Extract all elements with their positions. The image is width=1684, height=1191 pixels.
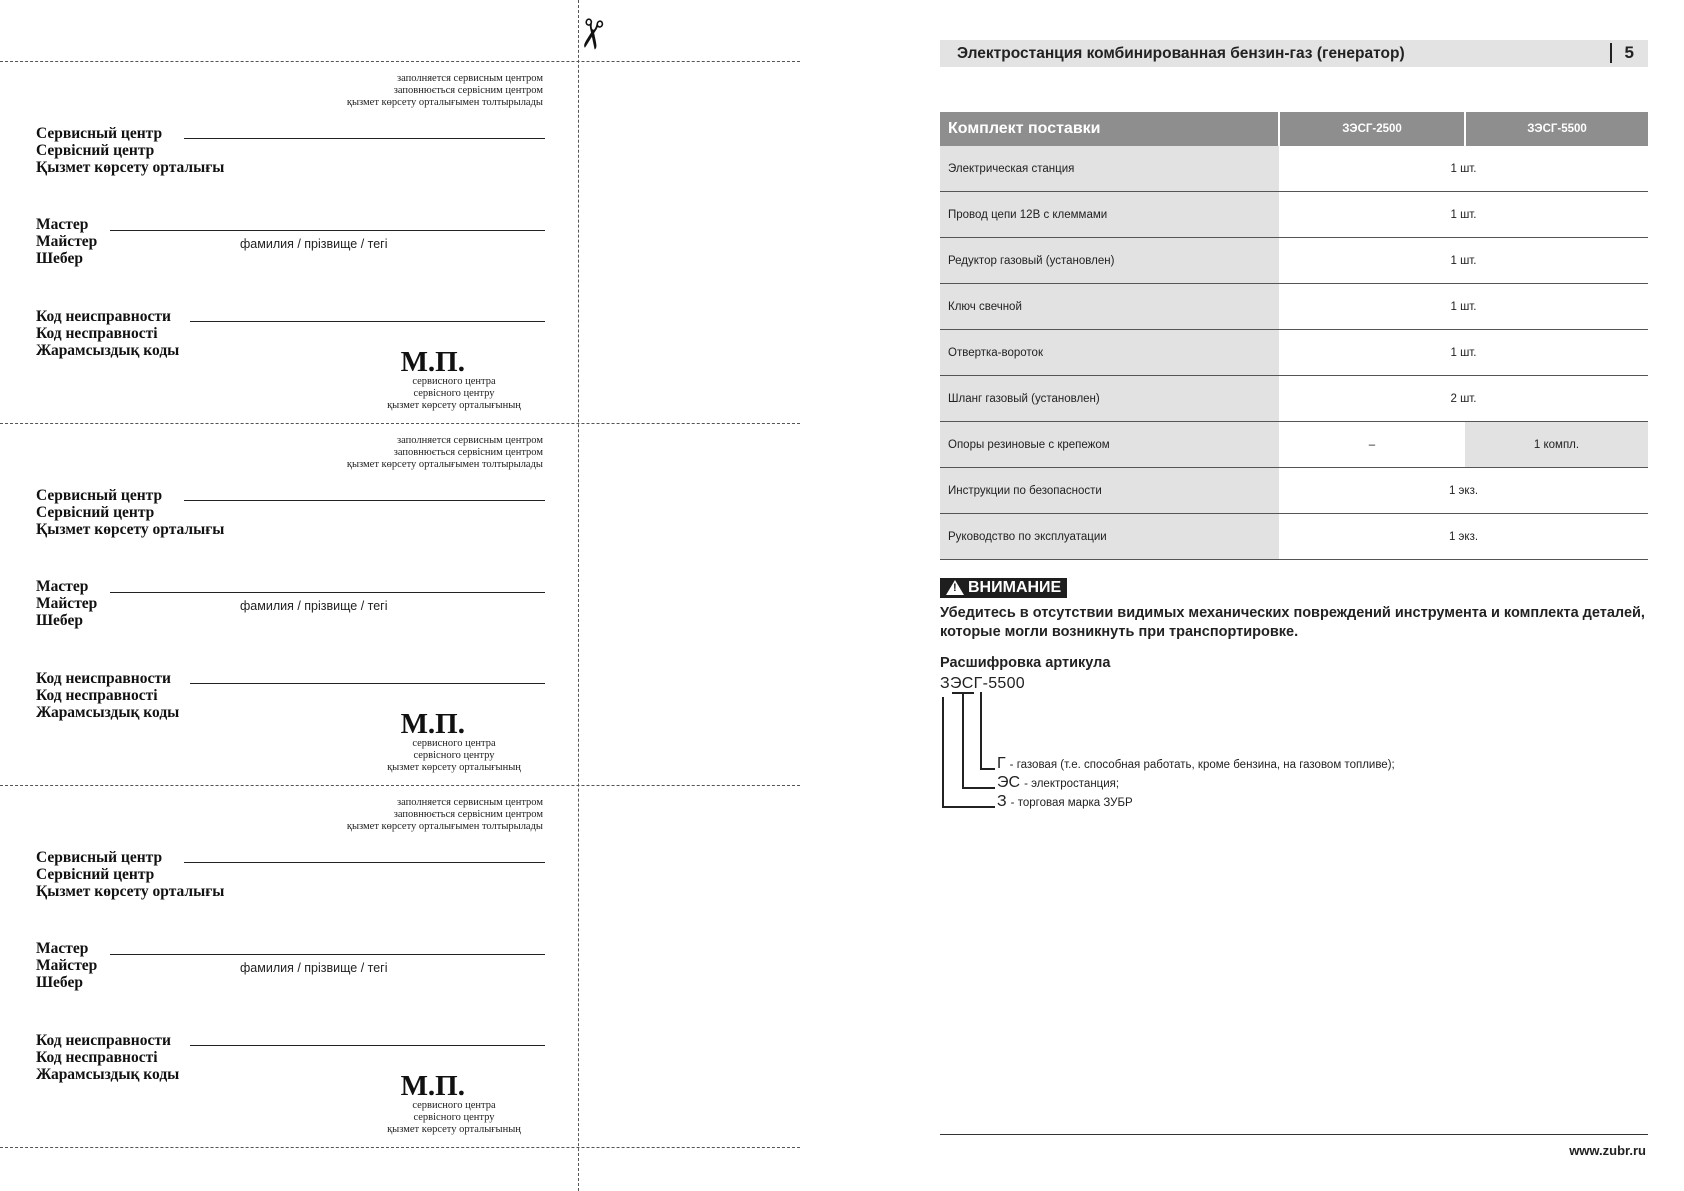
kit-table-row: [940, 376, 1648, 422]
coupon-fill-note: заполняется сервисным центром заповнюється сервісним центром қызмет көрсету орталығымен толтырылады: [346, 73, 543, 108]
cut-line-4: [0, 1147, 800, 1148]
master-hint: фамилия / прізвище / тегі: [240, 599, 388, 613]
warranty-coupon: [0, 423, 580, 778]
service-center-label: Сервисный центр Сервісний центр Қызмет көрсету орталығы: [36, 125, 225, 176]
header-separator: [1610, 43, 1612, 63]
master-field[interactable]: [110, 954, 545, 955]
page-number: 5: [1624, 43, 1634, 62]
fault-code-field[interactable]: [190, 683, 545, 684]
kit-item-quantity: 1 шт.: [1279, 146, 1648, 192]
kit-table-row: [940, 422, 1648, 468]
kit-table-row: [940, 330, 1648, 376]
kit-item-name: Шланг газовый (установлен): [940, 376, 1279, 422]
coupon-fill-note: заполняется сервисным центром заповнюється сервісним центром қызмет көрсету орталығымен толтырылады: [346, 797, 543, 832]
stamp-caption: сервисного центра сервісного центру қызмет көрсету орталығының: [387, 1100, 521, 1135]
kit-table-row: [940, 192, 1648, 238]
code-line-g: [980, 692, 982, 768]
kit-item-quantity: 2 шт.: [1279, 376, 1648, 422]
kit-item-quantity: 1 шт.: [1279, 192, 1648, 238]
warning-badge-label: ВНИМАНИЕ: [968, 579, 1062, 596]
legend-z: З - торговая марка ЗУБР: [997, 793, 1133, 810]
kit-item-name: Руководство по эксплуатации: [940, 514, 1279, 560]
stamp-label: М.П.: [400, 1070, 465, 1102]
kit-item-name: Инструкции по безопасности: [940, 468, 1279, 514]
master-hint: фамилия / прізвище / тегі: [240, 961, 388, 975]
kit-item-name: Редуктор газовый (установлен): [940, 238, 1279, 284]
warning-icon: [946, 580, 964, 595]
kit-table-row: [940, 238, 1648, 284]
fault-code-field[interactable]: [190, 1045, 545, 1046]
code-line-g-h: [980, 768, 995, 770]
page-title: Электростанция комбинированная бензин-газ (генератор): [957, 45, 1405, 62]
master-label: Мастер Майстер Шебер: [36, 216, 98, 267]
service-center-label: Сервисный центр Сервісний центр Қызмет көрсету орталығы: [36, 487, 225, 538]
footer-website-link[interactable]: www.zubr.ru: [1569, 1143, 1646, 1158]
legend-g: Г - газовая (т.е. способная работать, кроме бензина, на газовом топливе);: [997, 755, 1395, 772]
legend-es: ЭС - электростанция;: [997, 774, 1120, 791]
coupon-fill-note: заполняется сервисным центром заповнюється сервісним центром қызмет көрсету орталығымен толтырылады: [346, 435, 543, 470]
kit-item-quantity: 1 экз.: [1279, 468, 1648, 514]
kit-item-quantity: 1 экз.: [1279, 514, 1648, 560]
code-line-es: [962, 692, 964, 787]
stamp-label: М.П.: [400, 708, 465, 740]
service-center-label: Сервисный центр Сервісний центр Қызмет көрсету орталығы: [36, 849, 225, 900]
kit-table-row: [940, 284, 1648, 330]
kit-header-model-5500: ЗЭСГ-5500: [1465, 112, 1648, 146]
master-label: Мастер Майстер Шебер: [36, 578, 98, 629]
kit-table-header: [940, 112, 1648, 146]
kit-table-row: [940, 468, 1648, 514]
kit-header-model-2500: ЗЭСГ-2500: [1279, 112, 1465, 146]
footer-rule: [940, 1134, 1648, 1135]
kit-item-quantity: 1 шт.: [1279, 284, 1648, 330]
master-label: Мастер Майстер Шебер: [36, 940, 98, 991]
code-line-z-h: [942, 806, 995, 808]
kit-table-row: [940, 146, 1648, 192]
kit-item-name: Провод цепи 12В с клеммами: [940, 192, 1279, 238]
service-center-field[interactable]: [184, 862, 545, 863]
master-field[interactable]: [110, 230, 545, 231]
warning-text: Убедитесь в отсутствии видимых механических повреждений инструмента и комплекта деталей, которые могли возникнуть при транспортировке.: [940, 605, 1645, 640]
article-code-value: ЗЭСГ-5500: [940, 675, 1026, 692]
kit-item-name: Электрическая станция: [940, 146, 1279, 192]
article-code-title: Расшифровка артикула: [940, 655, 1111, 671]
kit-item-quantity-5500: 1 компл.: [1465, 422, 1648, 468]
kit-item-quantity: 1 шт.: [1279, 238, 1648, 284]
service-center-field[interactable]: [184, 500, 545, 501]
kit-item-quantity-2500: –: [1279, 422, 1465, 468]
warranty-coupon: [0, 61, 580, 416]
warranty-coupon: [0, 785, 580, 1140]
kit-header-title: Комплект поставки: [940, 112, 1279, 146]
kit-item-name: Ключ свечной: [940, 284, 1279, 330]
code-line-z: [942, 697, 944, 806]
fault-code-field[interactable]: [190, 321, 545, 322]
scissors-icon: ✂: [565, 13, 617, 55]
kit-table: [940, 112, 1648, 560]
kit-table-row: [940, 514, 1648, 560]
master-hint: фамилия / прізвище / тегі: [240, 237, 388, 251]
fault-code-label: Код неисправности Код несправності Жарамсыздық коды: [36, 308, 180, 359]
kit-item-name: Опоры резиновые с крепежом: [940, 422, 1279, 468]
stamp-label: М.П.: [400, 346, 465, 378]
service-center-field[interactable]: [184, 138, 545, 139]
fault-code-label: Код неисправности Код несправності Жарамсыздық коды: [36, 670, 180, 721]
master-field[interactable]: [110, 592, 545, 593]
code-line-es-h: [962, 787, 995, 789]
fault-code-label: Код неисправности Код несправності Жарамсыздық коды: [36, 1032, 180, 1083]
kit-item-quantity: 1 шт.: [1279, 330, 1648, 376]
stamp-caption: сервисного центра сервісного центру қызмет көрсету орталығының: [387, 738, 521, 773]
page-header: [940, 40, 1648, 67]
warning-badge: [940, 578, 1067, 598]
stamp-caption: сервисного центра сервісного центру қызмет көрсету орталығының: [387, 376, 521, 411]
kit-item-name: Отвертка-вороток: [940, 330, 1279, 376]
